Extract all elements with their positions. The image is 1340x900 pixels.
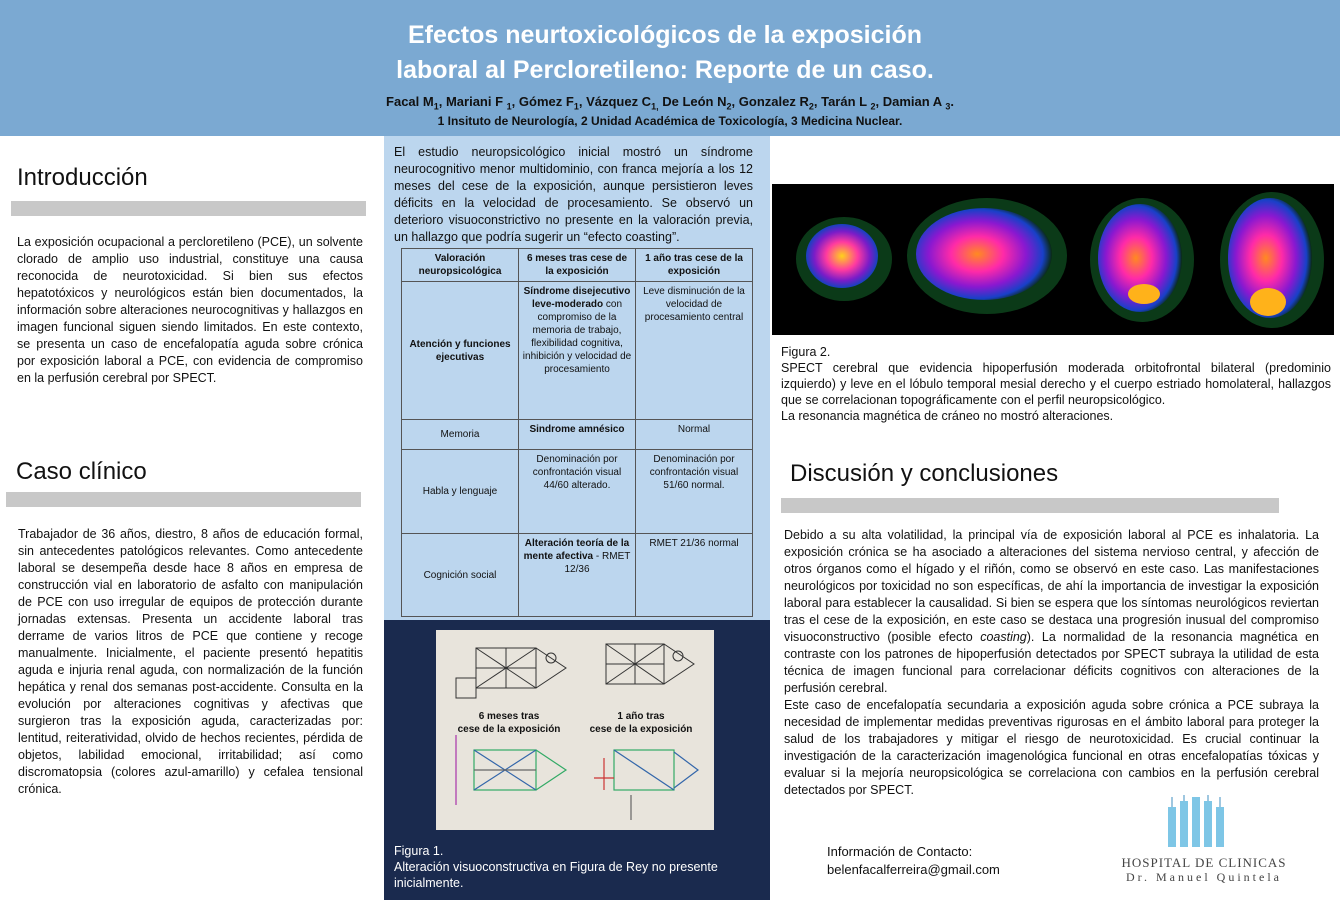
author-affiliation-index: 1	[573, 101, 579, 112]
author-name: Tarán L	[821, 94, 871, 109]
table-cell	[519, 420, 636, 450]
figure2-caption-text: SPECT cerebral que evidencia hipoperfusión moderada orbitofrontal bilateral (predominio izquierdo) y leve en el lóbulo temporal mesial derecho y el cuerpo estriado homolateral, hallazgos que se correlacionan topográficamente con el perfil neuropsicológico.	[781, 361, 1331, 407]
discussion-divider	[781, 498, 1279, 513]
title-line-1: Efectos neurtoxicológicos de la exposición	[407, 21, 922, 49]
table-row	[402, 450, 753, 534]
discussion-heading: Discusión y conclusiones	[790, 460, 1059, 487]
discussion-paragraph-1	[784, 527, 1319, 697]
author-separator: ,	[875, 94, 883, 109]
figure1-caption	[394, 843, 754, 891]
author-affiliation-index: 2	[726, 101, 732, 112]
spect-svg	[772, 184, 1334, 335]
rey-drawing-6m-recall	[456, 735, 566, 805]
contact-email[interactable]: belenfacalferreira@gmail.com	[827, 862, 1000, 877]
author-separator: ,	[511, 94, 519, 109]
cell-bold: Alteración teoría de la mente afectiva	[523, 538, 630, 562]
discussion-text	[784, 527, 1319, 799]
cell-bold: Síndrome disejecutivo leve-moderado	[523, 286, 631, 310]
author-name: Mariani F	[445, 94, 507, 109]
poster-title	[300, 18, 1030, 88]
spect-coronal-slice	[806, 224, 878, 288]
discussion-p1-a: Debido a su alta volatilidad, la principal vía de exposición laboral al PCE es inhalatoria. La exposición crónica se ha asociado a alteraciones del sistema nervioso central, y afección de otros órganos como el hígado y el riñón, como se observó en este caso. Las manifestaciones neurológicos por toxicidad no son específicas, de ahí la importancia de investigar la exposición laboral para establecer la causalidad. Si bien se espera que los síntomas neurológicos reviertan tras el cese de la exposición, en este caso se destaca una progresión inusual del compromiso visuoconstructivo (posible efecto	[784, 528, 1319, 644]
hospital-logo-subtitle: Dr. Manuel Quintela	[1126, 870, 1282, 884]
author-name: Gómez F	[518, 94, 574, 109]
table-row	[402, 420, 753, 450]
rey-drawing-6m-copy	[456, 648, 566, 698]
fig1-label-1y	[586, 710, 696, 736]
table-cell: Normal	[636, 420, 753, 450]
table-header-row	[402, 249, 753, 282]
author-affiliation-index: 3	[945, 101, 951, 112]
fig1-label-6m	[454, 710, 564, 736]
spect-sagittal-slice	[916, 208, 1052, 300]
cell-text: - RMET 12/36	[564, 551, 631, 575]
discussion-p1-b: ). La normalidad de la resonancia magnética en contraste con los patrones de hipoperfusión detectados por SPECT subraya la utilidad de esta técnica de imagen funcional para correlacionar déficits cognitivos con alteraciones de la perfusión cerebral.	[784, 630, 1319, 695]
author-name: Facal M	[386, 94, 434, 109]
affiliations: 1 Insituto de Neurología, 2 Unidad Académica de Toxicología, 3 Medicina Nuclear.	[437, 114, 903, 128]
fig1-label-6m-line1: 6 meses tras	[478, 711, 540, 722]
neuropsych-table-wrap	[401, 248, 753, 617]
cell-text: Denominación por confrontación visual 44/60 alterado.	[532, 454, 622, 491]
author-name: Damian A	[882, 94, 946, 109]
table-cell	[519, 534, 636, 617]
table-header-cell: 6 meses tras cese de la exposición	[519, 249, 636, 282]
neuropsych-table	[401, 248, 753, 617]
spect-axial2-hotspot	[1250, 288, 1286, 316]
table-cell	[519, 282, 636, 420]
intro-text: La exposición ocupacional a percloretileno (PCE), un solvente clorado de amplio uso industrial, constituye una causa reconocida de neurotoxicidad. Si bien sus efectos hepatotóxicos y neurológicos están bien documentados, la información sobre alteraciones neurocognitivas y hallazgos en imagen funcional siguen siendo limitados. En este contexto, se presenta un caso de encefalopatía aguda sobre crónica por exposición laboral a PCE, con evidencia de compromiso en la perfusión cerebral por SPECT.	[17, 235, 363, 385]
hospital-logo-name: HOSPITAL DE CLINICAS	[1121, 855, 1287, 870]
author-separator: ,	[731, 94, 739, 109]
spect-image-strip	[772, 184, 1334, 335]
title-line-2: laboral al Percloretileno: Reporte de un caso.	[396, 56, 934, 84]
figure1-caption-text: Alteración visuoconstructiva en Figura de Rey no presente inicialmente.	[394, 860, 718, 890]
table-header-cell: 1 año tras cese de la exposición	[636, 249, 753, 282]
author-affiliation-index: 1	[506, 101, 512, 112]
author-affiliation-index: 1	[433, 101, 439, 112]
rey-figure-photo	[436, 630, 714, 830]
table-row	[402, 282, 753, 420]
rey-drawing-1y-copy	[606, 644, 694, 684]
discussion-p1-em: coasting	[980, 630, 1027, 644]
table-row	[402, 534, 753, 617]
table-row-label: Memoria	[402, 420, 519, 450]
figure2-caption	[781, 344, 1331, 424]
author-separator: .	[950, 94, 954, 109]
figure1-caption-title: Figura 1.	[394, 844, 444, 858]
author-affiliation-index: 1,	[651, 101, 659, 112]
hospital-logo-mark	[1108, 795, 1300, 851]
figure2-caption-text2: La resonancia magnética de cráneo no mostró alteraciones.	[781, 409, 1114, 423]
case-divider	[6, 492, 361, 507]
author-name: Vázquez C	[586, 94, 652, 109]
fig1-label-6m-line2: cese de la exposición	[457, 724, 561, 735]
spect-axial1-hotspot	[1128, 284, 1160, 304]
table-row-label: Habla y lenguaje	[402, 450, 519, 534]
fig1-label-1y-line2: cese de la exposición	[589, 724, 693, 735]
author-affiliation-index: 2	[870, 101, 876, 112]
figure2-caption-title: Figura 2.	[781, 345, 831, 359]
author-separator: ,	[438, 94, 446, 109]
table-row-label: Atención y funciones ejecutivas	[402, 282, 519, 420]
author-name: Gonzalez R	[738, 94, 809, 109]
table-header-cell: Valoración neuropsicológica	[402, 249, 519, 282]
table-cell: Leve disminución de la velocidad de procesamiento central	[636, 282, 753, 420]
hospital-logo	[1108, 795, 1300, 885]
author-affiliation-index: 2	[808, 101, 814, 112]
intro-divider	[11, 201, 366, 216]
fig1-label-1y-line1: 1 año tras	[617, 711, 665, 722]
case-heading: Caso clínico	[16, 458, 147, 485]
case-text: Trabajador de 36 años, diestro, 8 años de educación formal, sin antecedentes patológicos relevantes. Como antecedente laboral se desempeña desde hace 8 años en empresa de construcción vial en laboratorio de asfalto con manipulación de PCE con uso irregular de equipos de protección durante jornadas extensas. Presenta un accidente laboral tras derrame de varios litros de PCE que contiene y recoge manualmente. Inicialmente, el paciente presentó hepatitis aguda e injuria renal aguda, con normalización de la función hepática y renal dos semanas post-accidente. Consulta en la evolución por alteraciones cognitivas y afectivas que surgieron tras la exposición aguda, caracterizadas por: lentitud, reiteratividad, olvido de hechos recientes, pérdida de objetos, labilidad emocional, irritabilidad; así como discromatopsia (colores azul-amarillo) y cefalea tensional crónica.	[18, 527, 363, 796]
discussion-paragraph-2: Este caso de encefalopatía secundaria a exposición aguda sobre crónica a PCE subraya la necesidad de implementar medidas preventivas rigurosas en el ámbito laboral para proteger la salud de los trabajadores y mitigar el riesgo de neurotoxicidad. Es crucial continuar la investigación de la caracterización imagenológica funcional en otras encefalopatías tóxicas y evaluar si la mejoría neuropsicológica se correlaciona con cambios en la perfusión cerebral detectados por SPECT.	[784, 698, 1319, 797]
author-list	[250, 94, 1090, 112]
intro-heading: Introducción	[17, 164, 148, 191]
table-cell: Denominación por confrontación visual 51/60 normal.	[636, 450, 753, 534]
table-row-label: Cognición social	[402, 534, 519, 617]
neuropsych-summary: El estudio neuropsicológico inicial mostró un síndrome neurocognitivo menor multidominio, con franca mejoría a los 12 meses del cese de la exposición, aunque persistieron leves déficits en la velocidad de procesamiento. Se observó un deterioro visuoconstrictivo no presente en la valoración previa, un hallazgo que podría sugerir un “efecto coasting”.	[394, 145, 753, 244]
contact-label: Información de Contacto:	[827, 844, 973, 859]
contact-info	[827, 843, 1000, 879]
table-cell: RMET 21/36 normal	[636, 534, 753, 617]
cell-text: con compromiso de la memoria de trabajo, flexibilidad cognitiva, inhibición y velocidad de procesamiento	[522, 299, 632, 375]
author-separator: ,	[813, 94, 822, 109]
cell-bold: Sindrome amnésico	[529, 424, 625, 435]
author-separator: ,	[578, 94, 587, 109]
author-name: De León N	[662, 94, 727, 109]
rey-drawing-1y-recall	[594, 750, 698, 820]
table-cell	[519, 450, 636, 534]
